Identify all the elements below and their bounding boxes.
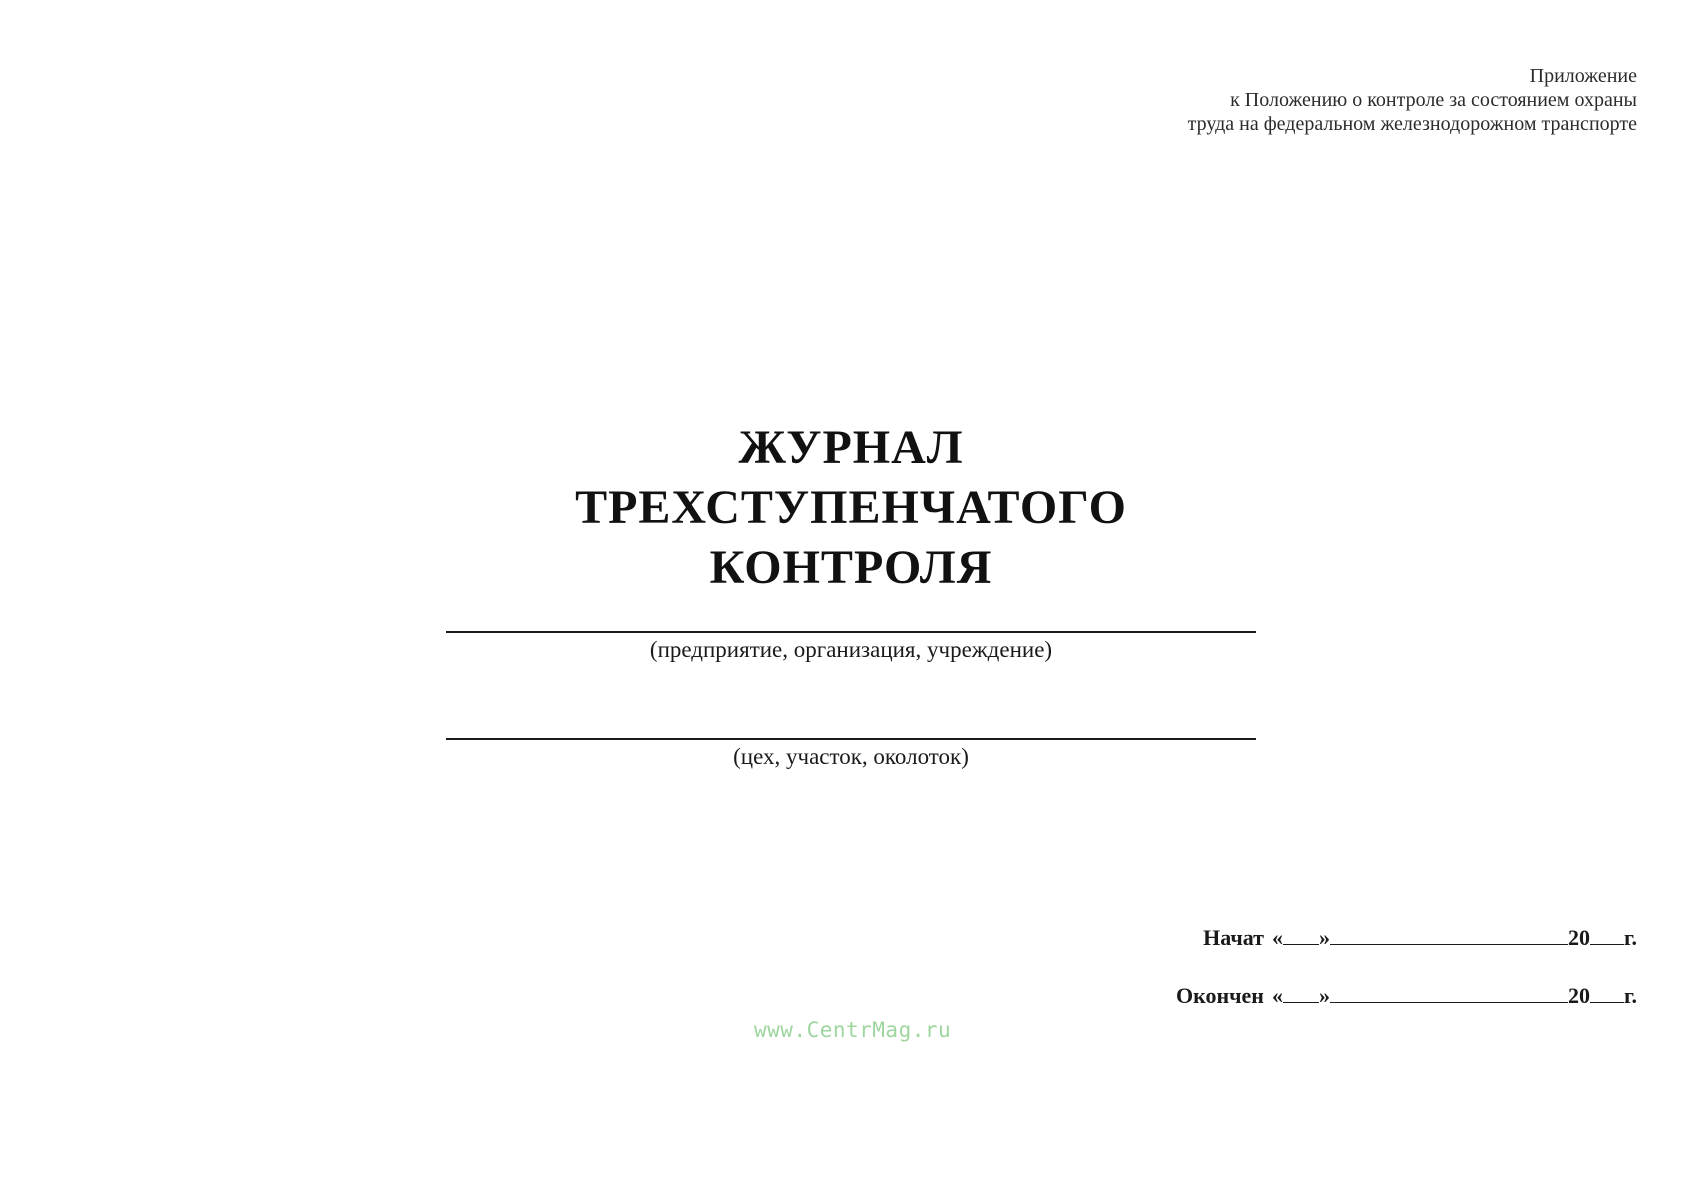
- started-date-row: [1203, 924, 1637, 952]
- organization-blank-line: [446, 631, 1256, 633]
- appendix-line-2: к Положению о контроле за состоянием охраны: [1230, 89, 1637, 111]
- year-suffix: г.: [1623, 983, 1637, 1008]
- finished-label: Окончен: [1175, 983, 1264, 1008]
- department-caption: (цех, участок, околоток): [733, 744, 969, 769]
- open-quote: «: [1271, 925, 1283, 950]
- century: 20: [1567, 983, 1590, 1008]
- started-day-blank: [1283, 926, 1319, 945]
- finished-month-blank: [1330, 984, 1568, 1003]
- appendix-line-1: Приложение: [1529, 65, 1637, 87]
- document-title: [446, 418, 1256, 598]
- appendix-line-3: труда на федеральном железнодорожном транспорте: [1187, 113, 1637, 135]
- open-quote: «: [1271, 983, 1283, 1008]
- title-line-1: ЖУРНАЛ: [738, 421, 964, 474]
- finished-date-row: [1176, 982, 1637, 1010]
- started-month-blank: [1330, 926, 1568, 945]
- close-quote: »: [1318, 925, 1330, 950]
- department-blank-line: [446, 738, 1256, 740]
- watermark: www.CentrMag.ru: [754, 1018, 952, 1042]
- finished-year-blank: [1590, 984, 1624, 1003]
- title-line-2: ТРЕХСТУПЕНЧАТОГО КОНТРОЛЯ: [575, 481, 1127, 594]
- year-suffix: г.: [1623, 925, 1637, 950]
- appendix-note: [1188, 64, 1637, 136]
- finished-day-blank: [1283, 984, 1319, 1003]
- started-label: Начат: [1203, 925, 1264, 950]
- organization-caption: (предприятие, организация, учреждение): [649, 637, 1053, 662]
- started-year-blank: [1590, 926, 1624, 945]
- close-quote: »: [1318, 983, 1330, 1008]
- century: 20: [1567, 925, 1590, 950]
